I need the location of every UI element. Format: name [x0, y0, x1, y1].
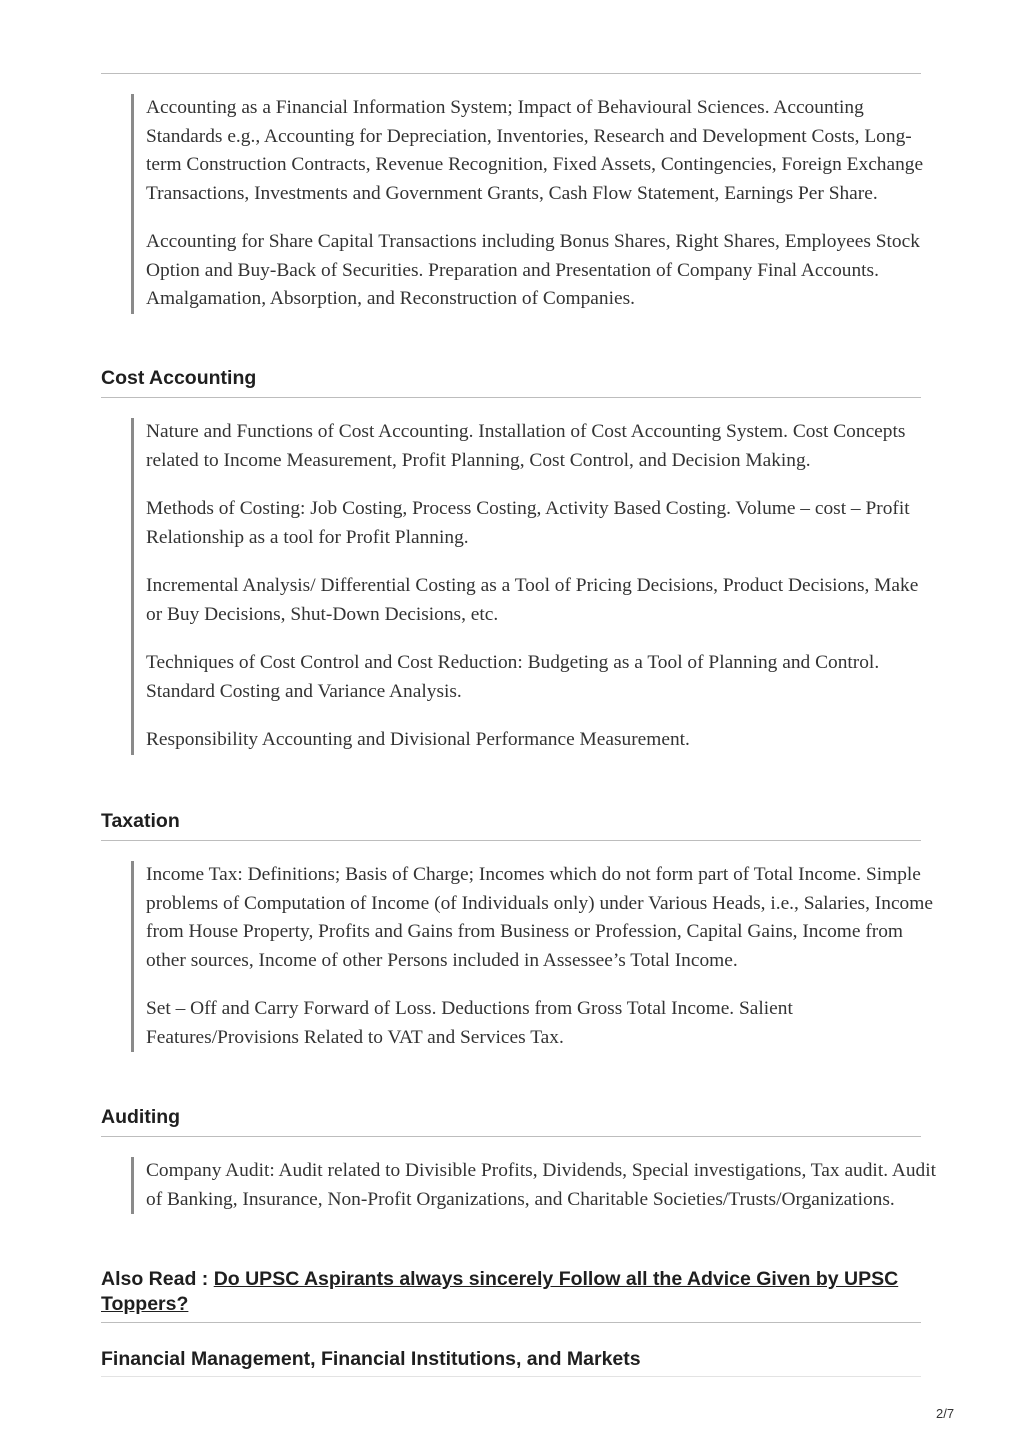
section-divider — [101, 840, 921, 841]
cost-accounting-paragraph: Responsibility Accounting and Divisional Performance Measurement. — [146, 729, 690, 750]
section-divider — [101, 397, 921, 398]
section-divider — [101, 1322, 921, 1323]
auditing-blockquote — [131, 1157, 936, 1214]
section-divider — [101, 1376, 921, 1377]
section-heading-auditing: Auditing — [101, 1106, 181, 1128]
cost-accounting-paragraph: Nature and Functions of Cost Accounting. Installation of Cost Accounting System. Cost Concepts related to Income Measurement, Profit Planning, Cost Control, and Decision Making. — [146, 421, 906, 471]
also-read-link[interactable]: Do UPSC Aspirants always sincerely Follow all the Advice Given by UPSC Toppers? — [101, 1268, 899, 1315]
cost-accounting-paragraph: Techniques of Cost Control and Cost Reduction: Budgeting as a Tool of Planning and Control. Standard Costing and Variance Analysis. — [146, 652, 880, 702]
cost-accounting-paragraph: Methods of Costing: Job Costing, Process Costing, Activity Based Costing. Volume – cost – Profit Relationship as a tool for Profit Planning. — [146, 498, 910, 548]
intro-blockquote — [131, 94, 936, 314]
auditing-paragraph: Company Audit: Audit related to Divisible Profits, Dividends, Special investigations, Tax audit. Audit of Banking, Insurance, Non-Profit Organizations, and Charitable Societies/Trusts/Organizations. — [146, 1160, 937, 1210]
also-read — [101, 1267, 921, 1317]
page-number: 2/7 — [936, 1406, 955, 1421]
section-divider — [101, 1136, 921, 1137]
taxation-blockquote — [131, 861, 936, 1052]
section-heading-cost-accounting: Cost Accounting — [101, 367, 257, 389]
section-heading-financial-management: Financial Management, Financial Institutions, and Markets — [101, 1348, 641, 1370]
top-divider — [101, 73, 921, 74]
taxation-paragraph: Set – Off and Carry Forward of Loss. Deductions from Gross Total Income. Salient Features/Provisions Related to VAT and Services Tax. — [146, 998, 793, 1048]
section-heading-taxation: Taxation — [101, 810, 180, 832]
intro-paragraph: Accounting as a Financial Information System; Impact of Behavioural Sciences. Accounting Standards e.g., Accounting for Depreciation, Inventories, Research and Development Costs, Long-term Construction Contracts, Revenue Recognition, Fixed Assets, Contingencies, Foreign Exchange Transactions, Investments and Government Grants, Cash Flow Statement, Earnings Per Share. — [146, 97, 924, 204]
intro-paragraph: Accounting for Share Capital Transactions including Bonus Shares, Right Shares, Employees Stock Option and Buy-Back of Securities. Preparation and Presentation of Company Final Accounts. Amalgamation, Absorption, and Reconstruction of Companies. — [146, 231, 920, 309]
taxation-paragraph: Income Tax: Definitions; Basis of Charge; Incomes which do not form part of Total Income. Simple problems of Computation of Income (of Individuals only) under Various Heads, i.e., Salaries, Income from House Property, Profits and Gains from Business or Profession, Capital Gains, Income from other sources, Income of other Persons included in Assessee’s Total Income. — [146, 864, 933, 971]
cost-accounting-blockquote — [131, 418, 936, 755]
also-read-label: Also Read : — [101, 1268, 214, 1290]
cost-accounting-paragraph: Incremental Analysis/ Differential Costing as a Tool of Pricing Decisions, Product Decisions, Make or Buy Decisions, Shut-Down Decisions, etc. — [146, 575, 919, 625]
